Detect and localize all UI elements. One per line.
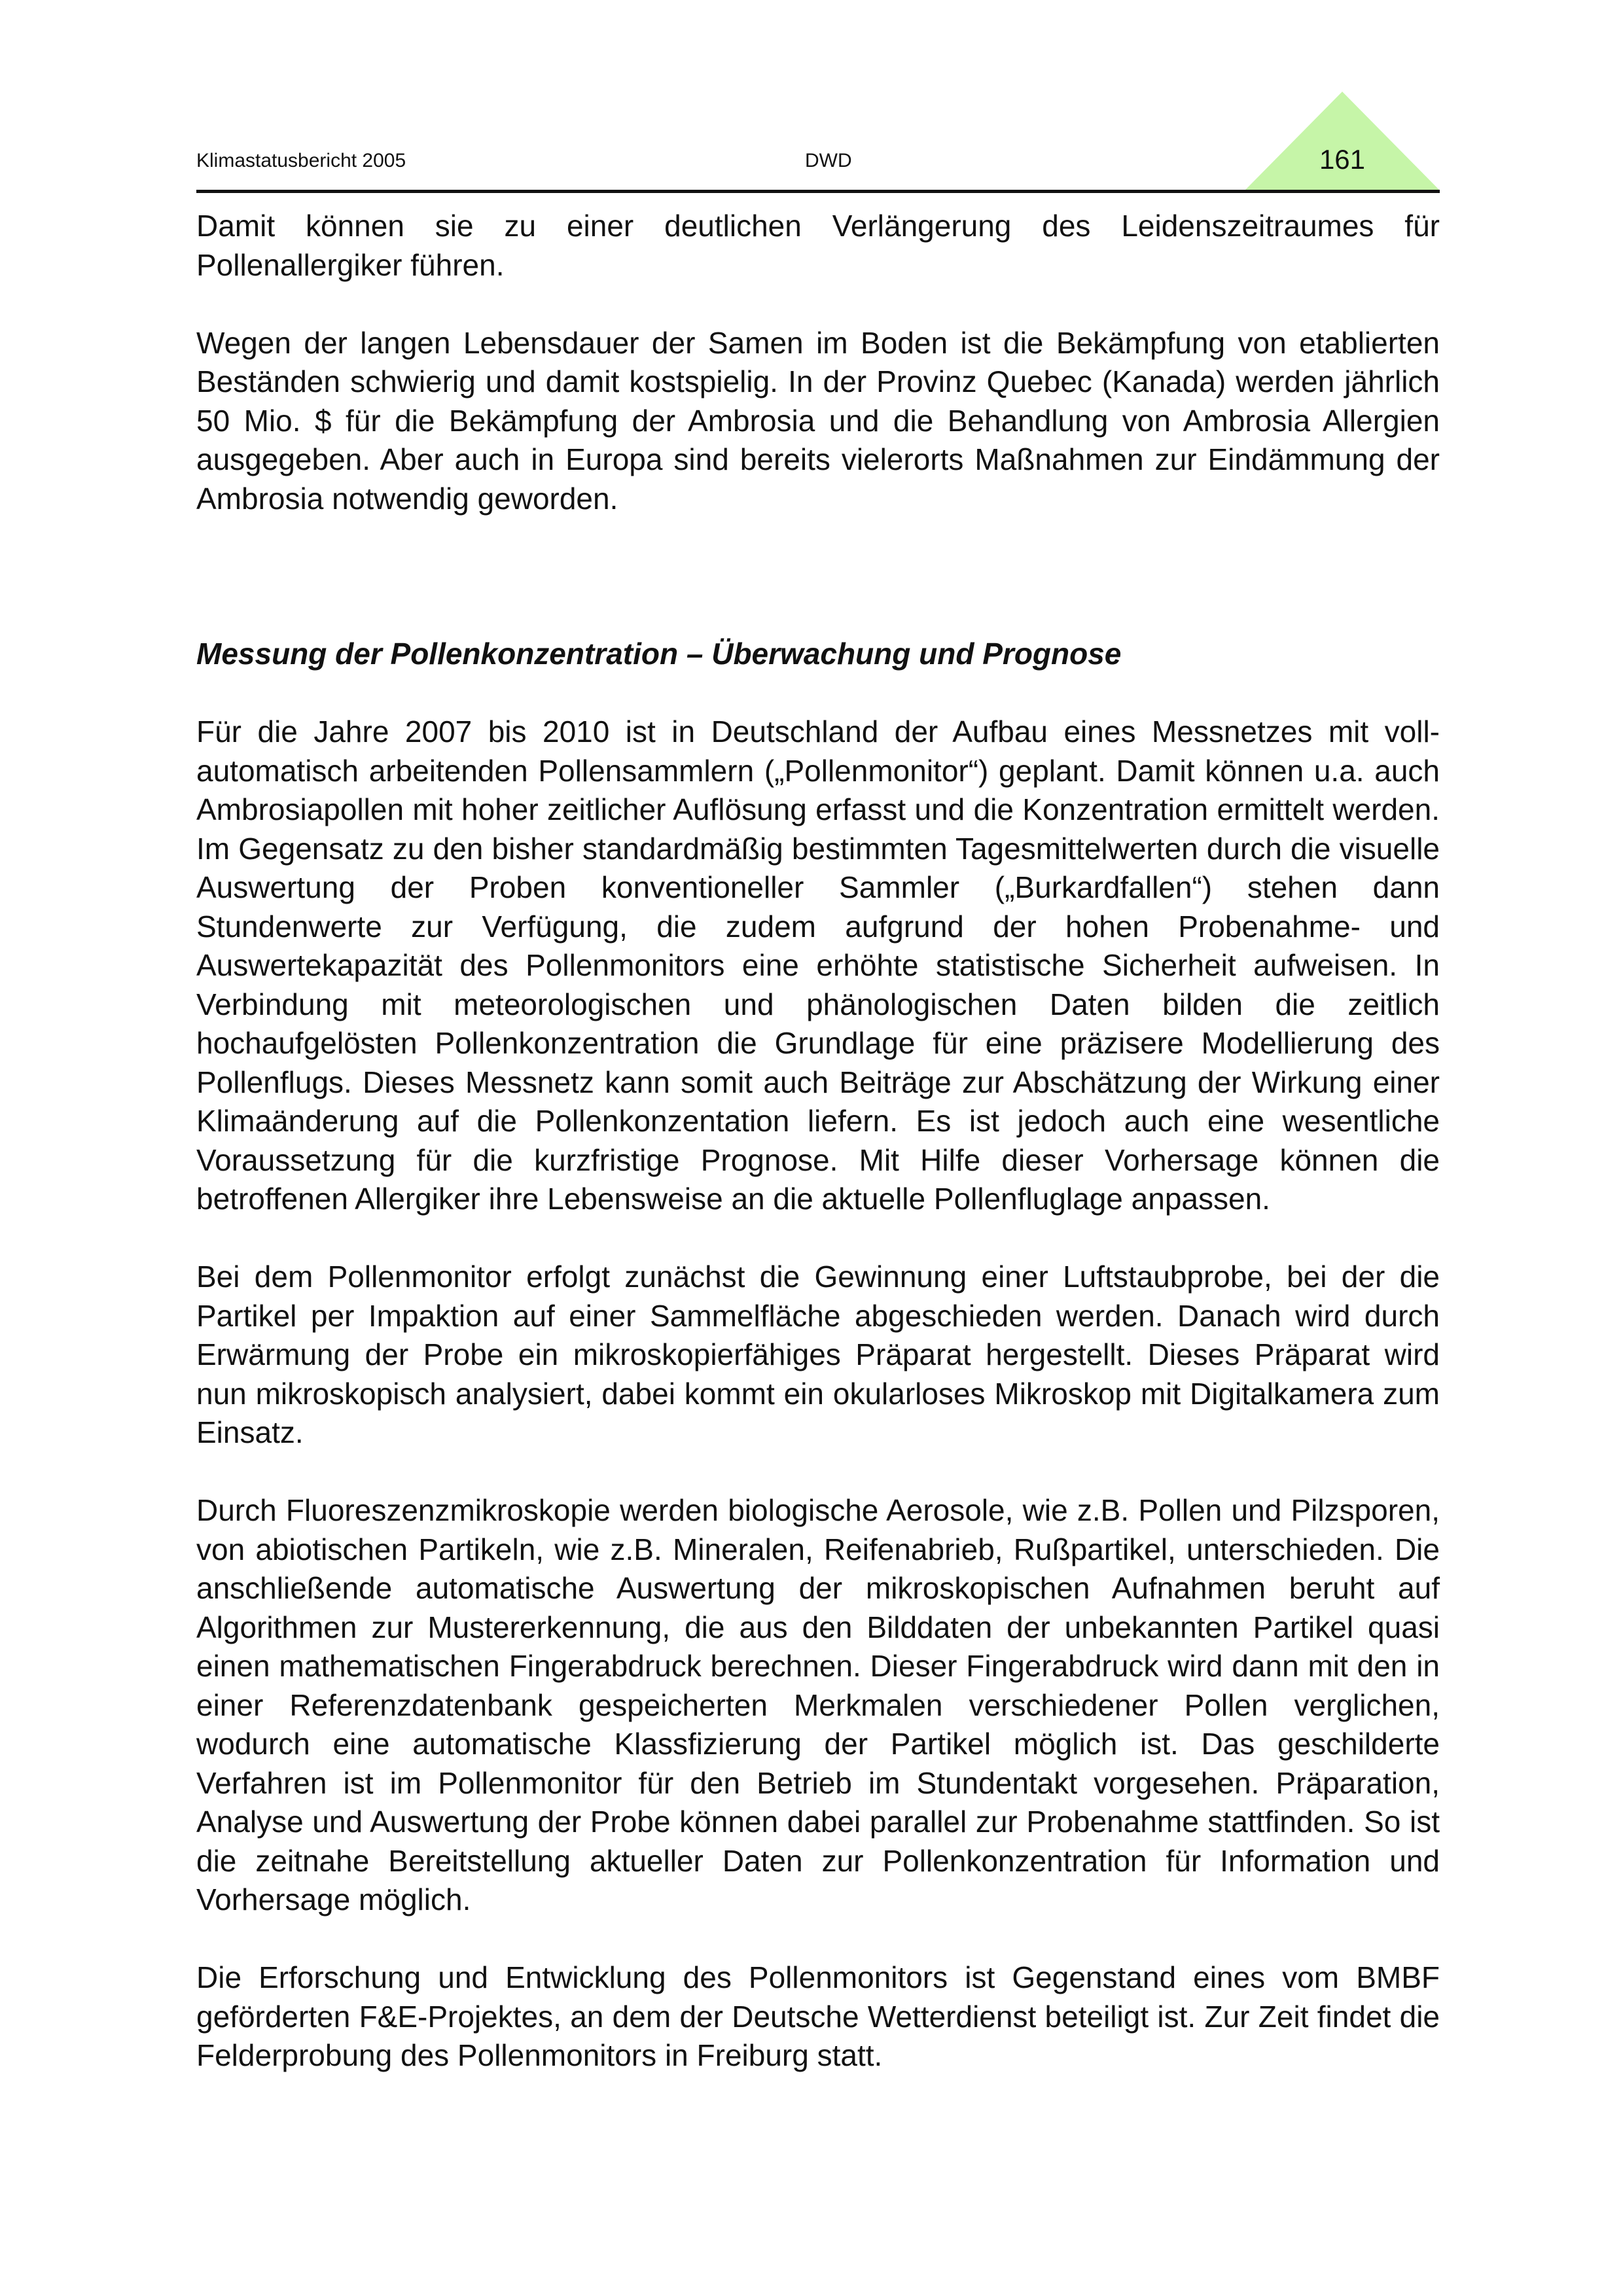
page-number: 161 [1319,144,1366,175]
paragraph-4: Die Erforschung und Entwicklung des Pollenmonitors ist Gegenstand eines vom BMBF geförderten F&E-Projektes, an dem der Deutsche Wetterdienst beteiligt ist. Zur Zeit findet die Felderprobung des Pollenmonitors in Freiburg statt. [196,1960,1440,2072]
page-body [196,207,1440,2075]
header-publisher: DWD [805,150,852,171]
header-report-title: Klimastatusbericht 2005 [196,150,406,171]
section-heading: Messung der Pollenkonzentration – Überwachung und Prognose [196,637,1122,671]
header-divider [196,190,1440,193]
paragraph-1: Für die Jahre 2007 bis 2010 ist in Deutschland der Aufbau eines Messnetzes mit vollautomatisch arbeitenden Pollensammlern („Pollenmonitor“) geplant. Damit können u.a. auch Ambrosiapollen mit hoher zeitlicher Auflösung erfasst und die Konzentration ermittelt werden. Im Gegensatz zu den bisher standardmäßig bestimmten Tagesmittelwerten durch die visuelle Auswertung der Proben konventioneller Sammler („Burkardfallen“) stehen dann Stundenwerte zur Verfügung, die zudem aufgrund der hohen Probenahme- und Auswertekapazität des Pollenmonitors eine erhöhte statistische Sicherheit aufweisen. In Verbindung mit meteorologischen und phänologischen Daten bilden die zeitlich hochaufgelösten Pollenkonzentration die Grundlage für eine präzisere Modellierung des Pollenflugs. Dieses Messnetz kann somit auch Beiträge zur Abschätzung der Wirkung einer Klimaänderung auf die Pollenkonzentation liefern. Es ist jedoch auch eine wesentliche Voraussetzung für die kurzfristige Prognose. Mit Hilfe dieser Vorhersage können die betroffenen Allergiker ihre Lebensweise an die aktuelle Pollenfluglage anpassen. [196,715,1440,1216]
paragraph-intro-1: Damit können sie zu einer deutlichen Verlängerung des Leidenszeitraumes für Pollenallergiker führen. [196,209,1440,282]
page-header [196,92,1440,196]
paragraph-3: Durch Fluoreszenzmikroskopie werden biologische Aerosole, wie z.B. Pollen und Pilzsporen, von abiotischen Partikeln, wie z.B. Mineralen, Reifenabrieb, Rußpartikel, unterschieden. Die anschließende automatische Auswertung der mikroskopischen Aufnahmen beruht auf Algorithmen zur Mustererkennung, die aus den Bilddaten der unbekannten Partikel quasi einen mathematischen Fingerabdruck berechnen. Dieser Fingerabdruck wird dann mit den in einer Referenzdatenbank gespeicherten Merkmalen verschiedener Pollen verglichen, wodurch eine automatische Klassfizierung der Partikel möglich ist. Das geschilderte Verfahren ist im Pollenmonitor für den Betrieb im Stundentakt vorgesehen. Präparation, Analyse und Auswertung der Probe können dabei parallel zur Probenahme stattfinden. So ist die zeitnahe Bereitstellung aktueller Daten zur Pollenkonzentration für Information und Vorhersage möglich. [196,1493,1440,1916]
paragraph-2: Bei dem Pollenmonitor erfolgt zunächst die Gewinnung einer Luftstaubprobe, bei der die Partikel per Impaktion auf einer Sammelfläche abgeschieden werden. Danach wird durch Erwärmung der Probe ein mikroskopierfähiges Präparat hergestellt. Dieses Präparat wird nun mikroskopisch analysiert, dabei kommt ein okularloses Mikroskop mit Digitalkamera zum Einsatz. [196,1260,1440,1449]
paragraph-intro-2: Wegen der langen Lebensdauer der Samen im Boden ist die Bekämpfung von etablierten Beständen schwierig und damit kostspielig. In der Provinz Quebec (Kanada) werden jährlich 50 Mio. $ für die Bekämpfung der Ambrosia und die Behandlung von Ambrosia Allergien ausgegeben. Aber auch in Europa sind bereits vielerorts Maßnahmen zur Eindämmung der Ambrosia notwendig geworden. [196,325,1440,516]
